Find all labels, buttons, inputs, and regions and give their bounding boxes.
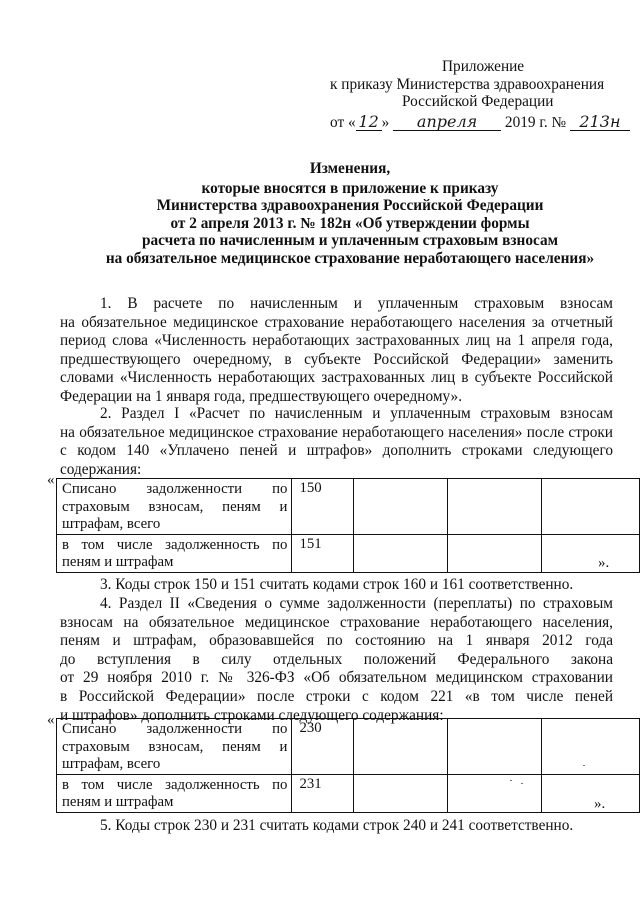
label-line: штрафам, всего <box>62 756 161 772</box>
label-line: страховым взносам, пеням и <box>62 498 288 515</box>
text-line: и штрафов» дополнить строками следующего содержания: <box>60 706 444 724</box>
text-line: 3. Коды строк 150 и 151 считать кодами строк 160 и 161 соответственно. <box>100 576 574 593</box>
table-row <box>57 774 640 812</box>
empty-cell <box>541 774 639 812</box>
row-code: 231 <box>292 774 353 812</box>
row-label <box>57 479 292 535</box>
heading-line: которые вносятся в приложение к приказу <box>201 179 499 197</box>
table-1-close-quote: ». <box>598 555 610 571</box>
row-code: 230 <box>292 719 353 775</box>
appendix-title: Приложение <box>442 58 525 75</box>
scan-speck <box>521 783 523 784</box>
empty-cell <box>541 479 639 535</box>
label-line: пеням и штрафам <box>62 794 174 810</box>
handwritten-day: 12 <box>356 113 382 132</box>
empty-cell <box>447 534 541 572</box>
empty-cell <box>541 719 639 775</box>
heading-line: расчета по начисленным и уплаченным страховым взносам <box>141 232 559 250</box>
paragraph-5 <box>60 817 613 836</box>
scan-speck <box>583 765 585 766</box>
table-2 <box>56 718 640 813</box>
appendix-header <box>330 58 630 131</box>
text-line: до вступления в силу отдельных положений Федерального закона <box>60 650 613 668</box>
row-label <box>57 774 292 812</box>
heading-line: Министерства здравоохранения Российской Федерации <box>156 197 544 215</box>
text-line: 1. В расчете по начисленным и уплаченным страховым взносам <box>100 295 613 312</box>
text-line: в Российской Федерации» после строки с кодом 221 «в том числе пеней <box>60 687 613 705</box>
empty-cell <box>353 719 447 775</box>
empty-cell <box>541 534 639 572</box>
text-line: от 29 ноября 2010 г. № 326-ФЗ «Об обязательном медицинском страховании <box>60 669 613 687</box>
label-line: штрафам, всего <box>62 516 161 532</box>
paragraph-1 <box>60 295 613 407</box>
table-row <box>57 719 640 775</box>
label-line: Списано задолженности по <box>62 481 288 497</box>
empty-cell <box>353 479 447 535</box>
row-code: 150 <box>292 479 353 535</box>
scan-speck <box>510 780 512 781</box>
text-line: 2. Раздел I «Расчет по начисленным и уплаченным страховым взносам <box>100 405 613 422</box>
text-line: пеням и штрафам, образовавшейся по состоянию на 1 января 2012 года <box>60 632 613 650</box>
date-year: 2019 г. № <box>504 113 567 131</box>
empty-cell <box>447 479 541 535</box>
table-2-open-quote: « <box>47 712 55 728</box>
heading-line: на обязательное медицинское страхование неработающего населения» <box>105 249 595 267</box>
date-mid: » <box>381 113 390 131</box>
text-line: взносам на обязательное медицинское страхование неработающего населения, <box>60 613 613 631</box>
empty-cell <box>447 719 541 775</box>
label-line: в том числе задолженность по <box>62 776 288 793</box>
text-line: словами «Численность неработающих застрахованных лиц в субъекте Российской <box>60 369 613 387</box>
row-label <box>57 534 292 572</box>
table-1 <box>56 478 640 573</box>
paragraph-2 <box>60 405 613 479</box>
label-line: Списано задолженности по <box>62 721 288 737</box>
text-line: на обязательное медицинское страхование неработающего населения за отчетный <box>60 313 613 331</box>
empty-cell <box>353 774 447 812</box>
row-code: 151 <box>292 534 353 572</box>
appendix-federation-line: Российской Федерации <box>402 93 554 110</box>
table-2-close-quote: ». <box>594 796 606 812</box>
heading-line: от 2 апреля 2013 г. № 182н «Об утверждении формы <box>170 214 530 232</box>
label-line: страховым взносам, пеням и <box>62 738 288 755</box>
date-prefix: от « <box>330 113 356 131</box>
paragraph-3 <box>60 576 613 595</box>
empty-cell <box>447 774 541 812</box>
table-row <box>57 534 640 572</box>
heading-title: Изменения, <box>309 160 391 177</box>
row-label <box>57 719 292 775</box>
text-line: содержания: <box>60 460 142 478</box>
appendix-order-line: к приказу Министерства здравоохранения <box>330 75 605 93</box>
table-row <box>57 479 640 535</box>
handwritten-month: апреля <box>393 113 501 132</box>
handwritten-order-number: 213н <box>570 113 630 132</box>
text-line: Федерации на 1 января года, предшествующего очередному». <box>60 387 463 405</box>
text-line: с кодом 140 «Уплачено пеней и штрафов» дополнить строками следующего <box>60 442 613 460</box>
text-line: предшествующего очередному, в субъекте Российской Федерации» заменить <box>60 350 613 368</box>
appendix-date-line <box>330 113 630 132</box>
text-line: 5. Коды строк 230 и 231 считать кодами строк 240 и 241 соответственно. <box>100 817 574 834</box>
empty-cell <box>353 534 447 572</box>
paragraph-4 <box>60 595 613 725</box>
table-1-open-quote: « <box>47 472 55 488</box>
text-line: 4. Раздел II «Сведения о сумме задолженности (переплаты) по страховым <box>100 595 613 612</box>
label-line: пеням и штрафам <box>62 554 174 570</box>
document-heading <box>60 160 640 268</box>
text-line: на обязательное медицинское страхование неработающего населения» после строки <box>60 423 613 441</box>
label-line: в том числе задолженность по <box>62 536 288 553</box>
text-line: период слова «Численность неработающих застрахованных лиц на 1 апреля года, <box>60 332 613 350</box>
